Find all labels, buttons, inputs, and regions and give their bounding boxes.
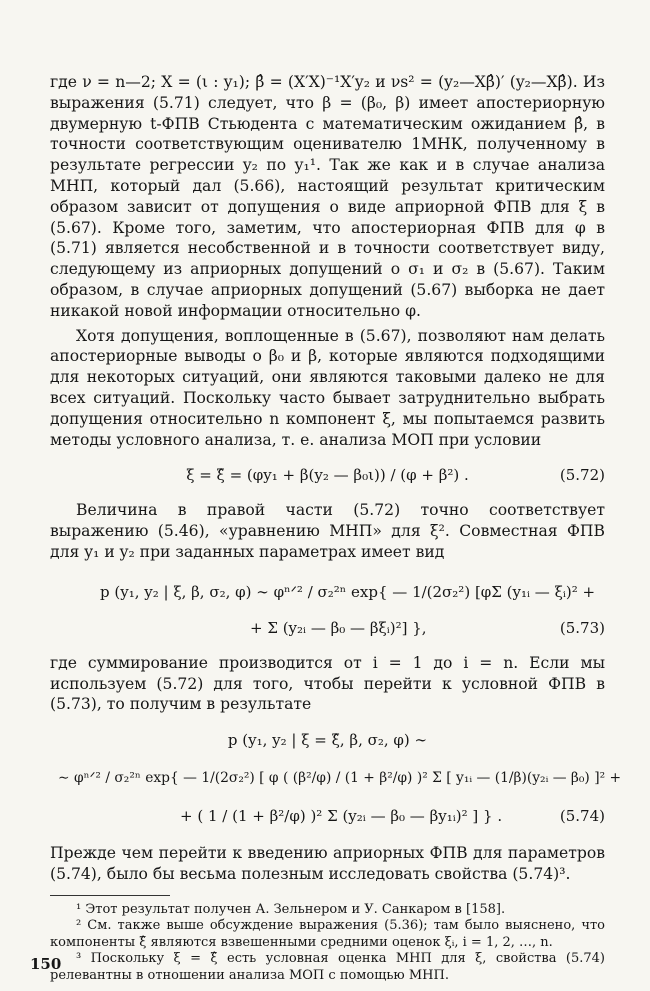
equation-5-73-line-2 xyxy=(50,617,605,639)
equation-5-74-line-1 xyxy=(50,729,605,751)
paragraph-3: Величина в правой части (5.72) точно соответствует выражению (5.46), «уравнению МНП» для ξ². Совместная ФПВ для y₁ и y₂ при заданных параметрах имеет вид xyxy=(50,501,605,561)
equation-5-74-text-3: + ( 1 / (1 + β²/φ) )² Σ (y₂ᵢ — β₀ — βy₁ᵢ)² ] } . xyxy=(180,807,503,826)
paragraph-5: Прежде чем перейти к введению априорных ФПВ для параметров (5.74), было бы весьма полезным исследовать свойства (5.74)³. xyxy=(50,844,605,883)
paragraph-2: Хотя допущения, воплощенные в (5.67), позволяют нам делать апостериорные выводы о β₀ и β, которые являются подходящими для некоторых ситуаций, они являются таковыми далеко не для всех ситуаций. Поскольку часто бывает затруднительно выбрать допущения относительно n компонент ξ, мы попытаемся развить методы условного анализа, т. е. анализа МОП при условии xyxy=(50,326,605,449)
paragraph-4: где суммирование производится от i = 1 до i = n. Если мы используем (5.72) для того, чтобы перейти к условной ФПВ в (5.73), то получим в результате xyxy=(50,653,605,714)
footnote-divider xyxy=(50,895,170,896)
equation-5-72-body: ξ = ξ̂ = (φy₁ + β(y₂ — β₀ι)) / (φ + β²) . xyxy=(186,466,469,485)
equation-5-73-line-1 xyxy=(50,581,605,603)
equation-5-74-line-2 xyxy=(50,767,622,789)
equation-5-73-text-1: p (y₁, y₂ | ξ, β, σ₂, φ) ∼ φⁿᐟ² / σ₂²ⁿ exp{ — 1/(2σ₂²) [φΣ (y₁ᵢ — ξᵢ)² + xyxy=(100,582,596,601)
equation-number-5-73: (5.73) xyxy=(559,618,605,637)
footnote-3: ³ Поскольку ξ = ξ̂ есть условная оценка МНП для ξ, свойства (5.74) релевантны в отношении анализа МОП с помощью МНП. xyxy=(50,951,605,983)
equation-5-72 xyxy=(50,464,605,486)
equation-5-73-text-2: + Σ (y₂ᵢ — β₀ — βξᵢ)²] }, xyxy=(250,618,427,637)
equation-number-5-74: (5.74) xyxy=(559,807,605,826)
equation-5-74-text-1: p (y₁, y₂ | ξ = ξ̂, β, σ₂, φ) ∼ xyxy=(227,731,428,750)
footnote-1: ¹ Этот результат получен А. Зельнером и У. Санкаром в [158]. xyxy=(76,901,506,917)
footnote-2: ² См. также выше обсуждение выражения (5.36); там было выяснено, что компоненты ξ̂ являются взвешенными средними оценок ξᵢ, i = 1, 2, …, n. xyxy=(50,918,605,950)
equation-number-5-72: (5.72) xyxy=(559,466,605,485)
paragraph-1: где ν = n—2; X = (ι : y₁); β̂ = (X′X)⁻¹X′y₂ и νs² = (y₂—Xβ̂)′ (y₂—Xβ̂). Из выражения (5.71) следует, что β = (β₀, β) имеет апостериорную двумерную t-ФПВ Стьюдента с математическим ожиданием β̂, в точности соответствующим оценивателю 1МНК, полученному в результате регрессии y₂ по y₁¹. Так же как и в случае анализа МНП, который дал (5.66), настоящий результат критическим образом зависит от допущения о виде априорной ФПВ для ξ в (5.67). Кроме того, заметим, что апостериорная ФПВ для φ в (5.71) является несобственной и в точности соответствует виду, следующему из априорных допущений о σ₁ и σ₂ в (5.67). Таким образом, в случае априорных допущений (5.67) выборка не дает никакой новой информации относительно φ. xyxy=(50,73,605,320)
page-number: 150 xyxy=(30,955,62,973)
equation-5-74-line-3 xyxy=(50,805,605,827)
equation-5-74-text-2: ∼ φⁿᐟ² / σ₂²ⁿ exp{ — 1/(2σ₂²) [ φ ( (β²/φ) / (1 + β²/φ) )² Σ [ y₁ᵢ — (1/β)(y₂ᵢ — β₀) ]² + xyxy=(58,770,622,787)
page-body xyxy=(50,58,622,984)
